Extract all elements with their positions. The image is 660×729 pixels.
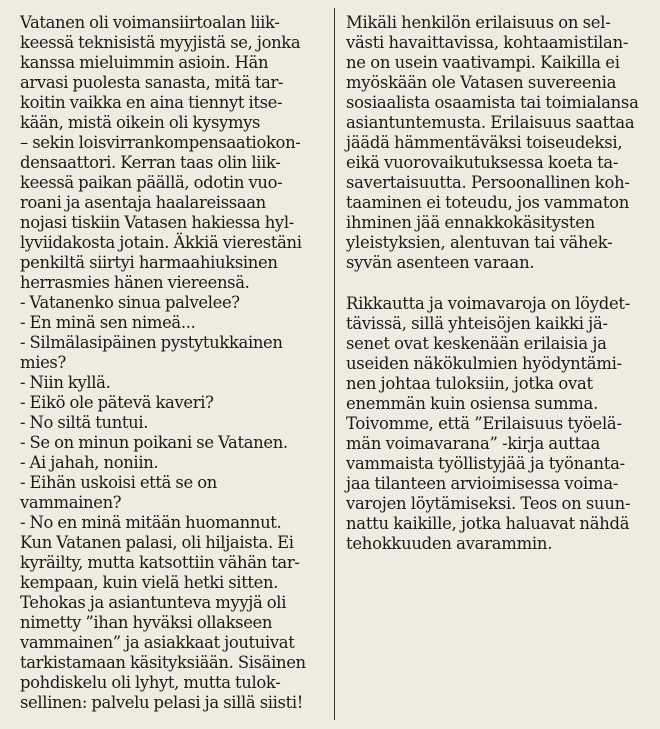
dialogue-line: - Eihän uskoisi että se on [20,473,217,492]
text-line: nen johtaa tuloksiin, jotka ovat [346,374,593,393]
text-line: ne on usein vaativampi. Kaikilla ei [346,53,620,72]
text-line: varojen löytämiseksi. Teos on suun- [346,494,631,513]
text-line: keessä paikan päällä, odotin vuo- [20,173,283,192]
text-line: tehokkuuden avarammin. [346,534,553,553]
text-line: roani ja asentaja haalareissaan [20,193,266,212]
text-line: yleistyksien, alentuvan tai vähek- [346,233,613,252]
text-line: kempaan, kuin vielä hetki sitten. [20,573,279,592]
text-line: densaattori. Kerran taas olin liik- [20,153,281,172]
text-line: pohdiskelu oli lyhyt, mutta tulok- [20,673,281,692]
text-line: kanssa mieluimmin asioin. Hän [20,53,269,72]
text-line: senet ovat keskenään erilaisia ja [346,334,607,353]
column-divider [334,8,335,720]
text-line: koitin vaikka en aina tiennyt itse- [20,93,283,112]
text-line: taaminen ei toteudu, jos vammaton [346,193,630,212]
dialogue-line: - Silmälasipäinen pystytukkainen [20,333,283,352]
text-line: herrasmies hänen viereensä. [20,273,250,292]
text-line: västi havaittavissa, kohtaamistilan- [346,33,629,52]
text-line: useiden näkökulmien hyödyntämi- [346,354,622,373]
text-line: Vatanen oli voimansiirtoalan liik- [20,13,280,32]
dialogue-line: - En minä sen nimeä... [20,313,196,332]
paragraph-1 [346,13,646,273]
text-line: eikä vuorovaikutuksessa koeta ta- [346,153,619,172]
text-line: penkiltä siirtyi harmaahiuksinen [20,253,278,272]
text-line: jäädä hämmentäväksi toiseudeksi, [346,133,623,152]
text-line: ihminen jää ennakkokäsitysten [346,213,595,232]
dialogue-line: - Ai jahah, noniin. [20,453,159,472]
text-line: män voimavarana” -kirja auttaa [346,434,600,453]
paragraph-spacer [346,273,646,294]
text-line: tävissä, sillä yhteisöjen kaikki jä- [346,314,608,333]
left-column [20,13,325,713]
text-line: nattu kaikille, jotka haluavat nähdä [346,514,630,533]
text-line: asiantuntemusta. Erilaisuus saattaa [346,113,635,132]
text-line: nimetty ”ihan hyväksi ollakseen [20,613,273,632]
dialogue-line: - Eikö ole pätevä kaveri? [20,393,214,412]
text-line: syvän asenteen varaan. [346,253,535,272]
text-line: sosiaalista osaamista tai toimialansa [346,93,639,112]
text-line: – sekin loisvirrankompensaatiokon- [20,133,301,152]
dialogue-line: - Se on minun poikani se Vatanen. [20,433,288,452]
text-line: keessä teknisistä myyjistä se, jonka [20,33,301,52]
text-line: tarkistamaan käsityksiään. Sisäinen [20,653,306,672]
right-column [346,13,646,554]
text-line: lyviidakosta jotain. Äkkiä vierestäni [20,233,302,252]
dialogue-line: - No en minä mitään huomannut. [20,513,282,532]
text-line: Mikäli henkilön erilaisuus on sel- [346,13,611,32]
text-line: sellinen: palvelu pelasi ja sillä siisti! [20,693,303,712]
dialogue-line: vammainen? [20,493,122,512]
text-line: Toivomme, että ”Erilaisuus työelä- [346,414,622,433]
text-line: Rikkautta ja voimavaroja on löydet- [346,294,631,313]
dialogue-line: - Vatanenko sinua palvelee? [20,293,240,312]
text-line: vammainen” ja asiakkaat joutuivat [20,633,295,652]
text-line: arvasi puolesta sanasta, mitä tar- [20,73,284,92]
text-line: kään, mistä oikein oli kysymys [20,113,261,132]
text-line: nojasi tiskiin Vatasen hakiessa hyl- [20,213,294,232]
dialogue-line: mies? [20,353,66,372]
text-line: Tehokas ja asiantunteva myyjä oli [20,593,287,612]
text-line: kyräilty, mutta katsottiin vähän tar- [20,553,300,572]
dialogue-line: - Niin kyllä. [20,373,111,392]
text-line: savertaisuutta. Persoonallinen koh- [346,173,630,192]
text-line: enemmän kuin osiensa summa. [346,394,599,413]
text-line: Kun Vatanen palasi, oli hiljaista. Ei [20,533,294,552]
text-line: vammaista työllistyjää ja työnanta- [346,454,625,473]
text-line: myöskään ole Vatasen suvereenia [346,73,617,92]
paragraph-2 [346,294,646,554]
text-line: jaa tilanteen arvioimisessa voima- [346,474,619,493]
dialogue-line: - No siltä tuntui. [20,413,149,432]
